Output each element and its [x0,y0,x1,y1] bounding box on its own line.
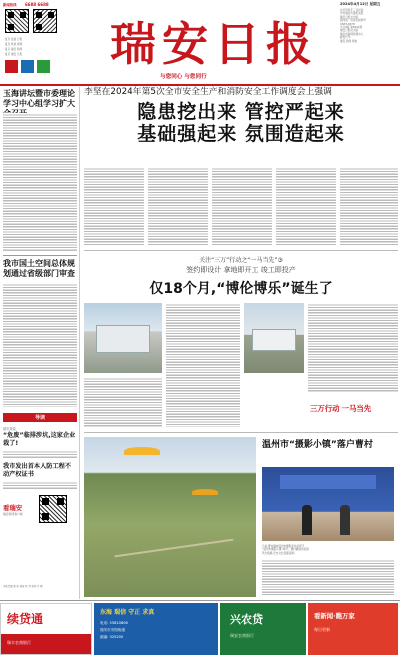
masthead-qr-code-2 [33,9,57,33]
feature-kicker: 关注“三万”行动之“一马当先”③ [199,257,283,264]
feature-photo-2 [244,303,304,373]
ad3-sub: 瑞安农商银行 [230,633,254,638]
feature-body-col [84,377,162,427]
ad-续贷通[interactable] [0,603,92,655]
guide-item-2[interactable]: 我市发出首本人防工程不动产权证书 [3,463,72,478]
lead-body-col [212,167,272,245]
ad4-title: 看新闻·瞧万家 [314,612,355,620]
masthead-sidebar [3,2,63,82]
newspaper-title: 瑞安日报 [110,17,318,71]
qr-promo [3,495,77,523]
photo-story-headline: 温州市“摄影小镇”落户曹村 [262,440,373,450]
guide-item-2-snippet [3,481,77,489]
ad4-sub: 每日更新 [314,627,330,632]
person [302,505,312,535]
sidebar-line: 复旦 纸质 视频 [5,43,23,46]
story-body [3,113,77,251]
ads-strip [0,600,400,656]
sidebar-line: 复旦 瑞安 新闻 [5,48,23,51]
masthead-rule [0,84,400,86]
lead-headline-1: 隐患挖出来 管控严起来 [137,101,345,123]
meta-line: 中共瑞安市委机关报 [340,12,364,16]
lead-body-col [340,167,398,245]
ad-东海[interactable] [94,603,218,655]
lead-story [84,87,398,247]
slogan-text: 与您同心 与您同行 [160,74,207,80]
campaign-tag [310,399,396,417]
ad2-line: 邮编: 325200 [100,635,124,639]
qr-promo-text [3,503,35,516]
guide-label: 导读 [3,413,77,422]
lead-kicker: 李坚在2024年第5次全市安全生产和消防安全工作调度会上强调 [84,87,332,97]
ad-兴农贷[interactable] [220,603,306,655]
story-玉海-title: 玉海讲坛暨市委理论学习中心组学习扩大 [3,89,75,108]
person [340,505,350,535]
guide-item-1-snippet [3,450,77,458]
slogan [160,72,207,80]
meta-line: 瑞安日报社出版 [340,29,359,33]
meta-line: 农历甲辰年三月初四 [340,9,364,12]
left-column [0,87,80,599]
campaign-tag-1: 三万行动 [310,403,340,413]
caption-line: “温州市摄影小镇”称号。曹村镇境内田园 [262,548,309,552]
ad1-sub: 瑞丰农商银行 [7,640,31,645]
guide-item-1[interactable]: “危废”临排涉坑,这家企业栽了! [3,432,76,447]
feature-headline: 仅18个月,“博伦博乐”诞生了 [149,281,333,297]
meta-line: 瑞安日报社出版 [340,15,359,19]
hotline-number: 6688 6688 [25,2,49,7]
qr-code[interactable] [39,495,67,523]
feature-story [84,250,398,430]
campaign-tag-2: 一马当先 [341,403,372,413]
feature-body-col [308,303,398,393]
caption-line: 日前,曹村镇被温州市摄影家协会授予 [262,545,305,548]
banner-text [280,475,376,489]
app-icon [5,60,18,73]
lead-headline-2: 基础强起来 氛围造起来 [137,123,345,145]
masthead [0,0,400,84]
app-icon [37,60,50,73]
field-path [114,539,233,558]
factory-building [252,329,296,351]
landscape-photo [84,437,256,597]
factory-building [96,325,150,353]
ad2-line: 电话: 55810806 [100,621,128,625]
photo-story [84,432,398,598]
app-icon [21,60,34,73]
masthead-qr-code [5,9,29,33]
meta-line: 国内统一连续出版物号 [340,19,366,23]
guide-tag: 瑞安探索 [3,427,16,431]
lead-body-col [84,167,144,245]
ad3-title: 兴农贷 [230,613,263,626]
sidebar-line: 复旦 瑞安 日报 [5,53,23,56]
app-icon-row [5,60,61,72]
hotline-label: 新闻热线 [3,3,17,7]
issue-date: 2024年4月12日 星期五 [340,2,381,6]
sidebar-line: 复旦 县委 日报 [5,38,23,41]
ceremony-photo [262,467,394,541]
meta-line: 瑞安 新闻 网址 [340,39,358,43]
ad-看新闻[interactable] [308,603,398,655]
masthead-meta [340,2,398,43]
photo-story-body [262,559,394,595]
ad2-line: 瑞安市安阳街道 [100,628,126,632]
story-body [3,283,77,407]
photo-caption [262,545,394,555]
meta-line: 邮发代号: [340,36,352,40]
ad2-title: 东海 瑞信 守正 求真 [100,609,155,616]
page-footer: 本版责编 陈 新 视觉 林 慧 检校 叶 锦 [3,585,43,588]
feature-photo [84,303,162,373]
meta-line: 瑞安市新闻传媒中心 [340,32,364,36]
meta-line: 今日8版 第8431期 [340,26,363,30]
lead-body-col [148,167,208,245]
lead-body-col [276,167,336,245]
ad1-title: 续贷通 [7,612,44,626]
feature-subtitle: 签约即设计 拿地即开工 竣工即投产 [186,266,296,274]
story-国土-title: 我市国土空间总体规划通过省级部门审查 [3,259,75,278]
qr-label: 看瑞安 [3,503,23,512]
qr-sub: 瑞安新闻客户端 [3,511,23,516]
section-divider [3,255,77,256]
paraglider [124,447,160,455]
caption-line: 风光旖旎,历史文化底蕴深厚。 [262,551,297,555]
guide-box [3,413,77,583]
meta-line: CN33-0078 [340,22,355,26]
paraglider [192,489,218,495]
feature-body-col [166,303,240,427]
